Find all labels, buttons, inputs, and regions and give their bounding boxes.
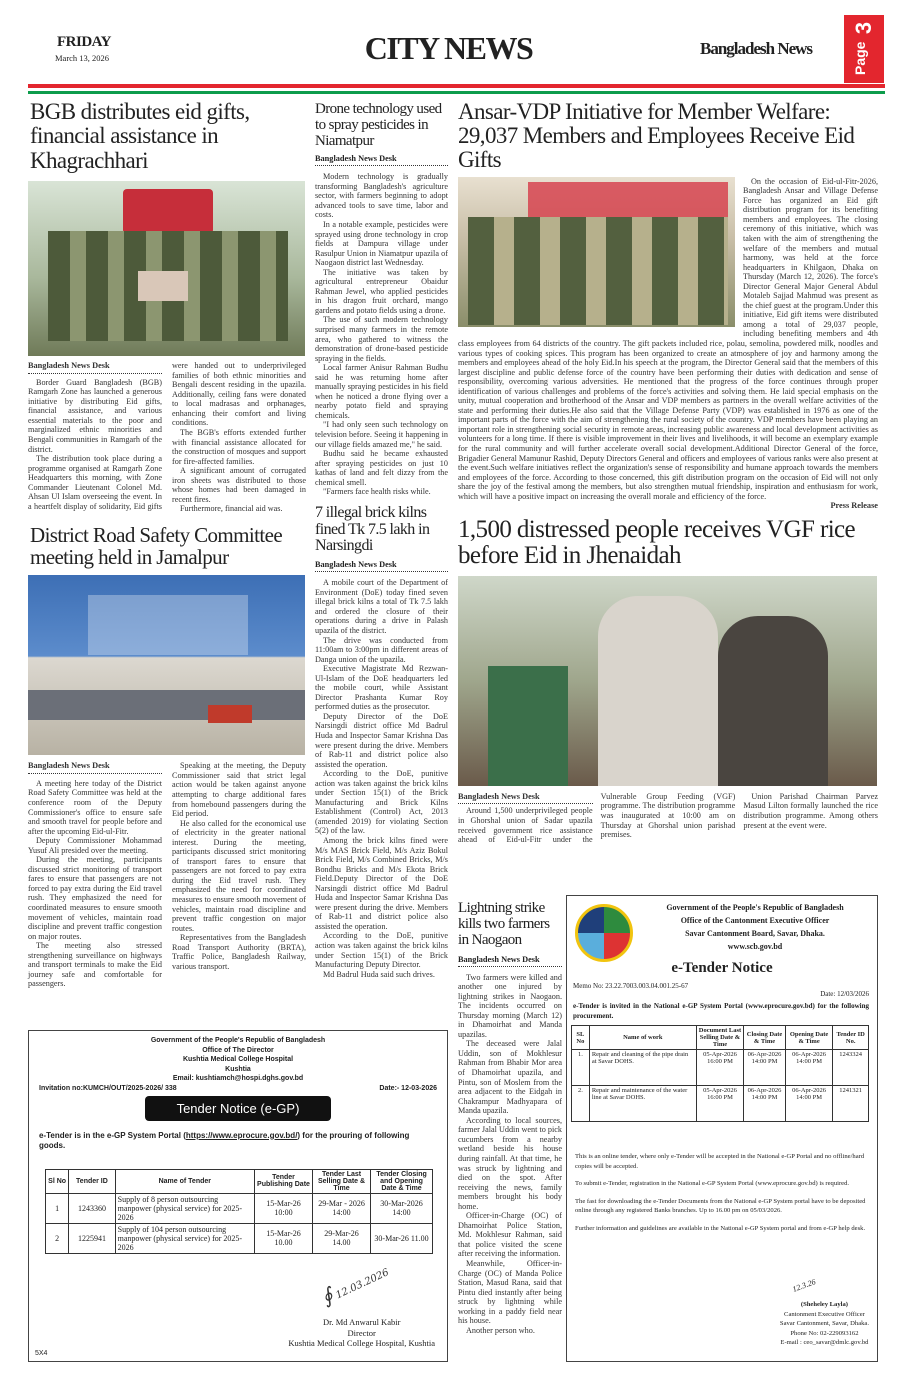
kushtia-signatory: Dr. Md Anwarul Kabir: [322, 1317, 401, 1327]
paragraph: Md Badrul Huda said such drives.: [323, 969, 435, 979]
brick-body: [315, 578, 448, 979]
paragraph: Two farmers were killed and another one injured by lightning strikes in Naogaon. The incidents occurred on Thursday morning (March 12) in Dhamoirhat and Manda upazilas.: [458, 972, 562, 1039]
table-row: [46, 1193, 433, 1223]
page-number: 3: [851, 21, 877, 35]
text-line: To submit e-Tender, registration in the National e-GP System Portal (www.eprocure.gov.bd) is required.: [575, 1180, 850, 1187]
road-headline: District Road Safety Committee meeting held in Jamalpur: [30, 522, 283, 570]
table-cell: 2: [46, 1223, 69, 1253]
paragraph: Executive Magistrate Md Rezwan-Ul-Islam of the DoE headquarters led the mobile court, while Assistant Director Prashanta Kumar Roy performed duties as the prosecutor.: [315, 664, 448, 712]
table-cell: 06-Apr-2026 14:00 PM: [785, 1050, 833, 1086]
kushtia-invitation-no: Invitation no:KUMCH/OUT/2025-2026/ 338: [39, 1084, 177, 1092]
table-cell: 1241321: [833, 1086, 869, 1122]
column-header: Opening Date & Time: [785, 1026, 833, 1050]
savar-designation: Cantonment Executive Officer: [784, 1310, 865, 1318]
road-byline: Bangladesh News Desk: [28, 761, 162, 774]
column-header: Name of Tender: [115, 1169, 254, 1193]
bgb-body: [28, 361, 306, 514]
paragraph: Representatives from the Bangladesh Road Transport Authority (BRTA), Traffic Police, Bangladesh Railway, various transport.: [172, 933, 306, 971]
paragraph: Deputy Director of the DoE Narsingdi district office Md Badrul Huda and Inspector Samar Krishna Das were present during the drive. Members of Rab-11 and district police also assisted the operation.: [315, 711, 448, 769]
page-badge: [844, 15, 884, 83]
text-line: Further information and guidelines are available in the National e-GP System portal and from e-GP help desk.: [575, 1224, 866, 1232]
text-line: Government of the People's Republic of Bangladesh: [150, 1037, 326, 1044]
text-line: www.scb.gov.bd: [727, 942, 783, 951]
ad-code: 5X4: [35, 1350, 48, 1357]
text-line: Office of the Cantonment Executive Officer: [680, 916, 830, 925]
lightning-body: [458, 973, 562, 1336]
paragraph: "I had only seen such technology on television before. Seeing it happening in our village fields amazed me," he said.: [315, 420, 448, 449]
paragraph: The BGB's efforts extended further with financial assistance allocated for the construction of mosques and support for fire-affected families.: [172, 427, 306, 466]
savar-signatory: (Sheheley Layla): [800, 1301, 848, 1308]
savar-date: Date: 12/03/2026: [820, 990, 869, 998]
bgb-photo: [28, 181, 305, 356]
paragraph: Around 1,500 underprivileged people in Ghorshal union of Sadar upazila received government rice assistance ahead of Eid-ul-Fitr under the Vulnerable Group Feeding (VGF) programme. The distribution programme was inaugurated at 10:00 am on Thursday at Ghorshal union parishad premises.: [458, 791, 736, 845]
paragraph: A significant amount of corrugated iron sheets was distributed to those whose homes had been damaged in recent fires.: [172, 466, 306, 504]
table-cell: 29-Mar - 2026 14:00: [313, 1193, 371, 1223]
vgf-headline: 1,500 distressed people receives VGF rice before Eid in Jhenaidah: [458, 515, 856, 570]
savar-office: Savar Cantonment, Savar, Dhaka.: [779, 1320, 869, 1327]
paragraph: Border Guard Bangladesh (BGB) Ramgarh Zone has launched a generous initiative by distributing Eid gifts, financial assistance, and various essential materials to the poor and marginalized ethnic minorities and Bengali communities in Ramgarh of the district.: [28, 377, 162, 454]
table-cell: 29-Mar-26 14.00: [313, 1223, 371, 1253]
lightning-headline: Lightning strike kills two farmers in Naogaon: [458, 900, 550, 949]
page-label: Page: [852, 41, 868, 75]
section-title: CITY NEWS: [364, 30, 533, 66]
paragraph: Another person who.: [466, 1325, 535, 1335]
text-line: Email: kushtiamch@hospi.dghs.gov.bd: [172, 1075, 304, 1082]
table-row: [572, 1086, 869, 1122]
bgb-headline: BGB distributes eid gifts, financial assistance in Khagrachhari: [30, 99, 250, 173]
paragraph: Among the brick kilns fined were M/s MAS Brick Field, M/s Aziz Bokul Brick Field, M/s Combined Bricks, M/s Bondhu Bricks and M/s Ekota Brick Field.Deputy Director of the DoE Narsingdi district office Md Badrul Huda and Inspector Samar Krishna Das were present during the drive. Members of Rab-11 and district police also assisted the operation.: [315, 836, 448, 931]
column-header: Sl No: [46, 1169, 69, 1193]
vgf-byline: Bangladesh News Desk: [458, 792, 593, 805]
kushtia-intro-end: ) for the prouring of following goods.: [39, 1130, 410, 1150]
newspaper-brand: Bangladesh News: [700, 39, 813, 58]
paragraph: The distribution took place during a programme organised at Ramgarh Zone Headquarters this morning, with Zone Commander Lieutenant Colonel Md. Ahsan Ul Islam overseeing the event. In a heartfelt display of solidarity, Eid gifts were handed out to underprivileged families of both ethnic minorities and Bengali descent residing in the upazila. Additionally, ceiling fans were donated to local madrasas and orphanages, enhancing their comfort and living conditions.: [28, 361, 306, 511]
text-line: Savar Cantonment Board, Savar, Dhaka.: [685, 929, 825, 938]
middle-column: [315, 102, 448, 979]
lightning-column: [458, 900, 562, 1335]
paragraph: Modern technology is gradually transforming Bangladesh's agriculture sector, with farmers beginning to adopt advanced tools to save time, labor and costs.: [315, 172, 448, 220]
column-header: Tender Closing and Opening Date & Time: [371, 1169, 433, 1193]
column-header: Tender ID: [69, 1169, 115, 1193]
savar-signature: 12.3.26: [791, 1277, 817, 1294]
paragraph: According to the DoE, punitive action was taken against the brick kilns under Section 15(1) of the Brick Manufacturing Deputy Director.: [315, 931, 448, 970]
brick-headline: 7 illegal brick kilns fined Tk 7.5 lakh in Narsingdi: [315, 503, 430, 555]
text-line: Office of The Director: [202, 1046, 274, 1054]
paragraph: Deputy Commissioner Mohammad Yusuf Ali presided over the meeting.: [28, 836, 162, 855]
paragraph: Budhu said he became exhausted after spraying pesticides on just 10 kathas of land and felt dizzy from the chemical smell.: [315, 449, 448, 487]
road-meeting-photo: [28, 575, 305, 755]
table-cell: Supply of 104 person outsourcing manpower (physical service) for 2025-2026: [115, 1223, 254, 1253]
savar-title: e-Tender Notice: [671, 960, 773, 976]
table-cell: 05-Apr-2026 16:00 PM: [696, 1050, 744, 1086]
right-column: [458, 100, 878, 845]
paragraph: The deceased were Jalal Uddin, son of Mokhlesur Rahman from Bhabir Mor area of Dhamoirhat upazila, and Pintu, son of Moslem from the area adjacent to the Eidgah in Chakrampur Madhyapara of Manda upazila.: [458, 1039, 562, 1116]
table-cell: 15-Mar-26 10.00: [254, 1223, 312, 1253]
kushtia-office: Kushtia Medical College Hospital, Kushtia: [288, 1338, 435, 1348]
column-header: Closing Date & Time: [744, 1026, 786, 1050]
savar-tender-table: [571, 1025, 869, 1122]
paragraph: In a notable example, pesticides were sprayed using drone technology in crop fields at Dampura village under Rasulpur Union in Niamatpur upazila of Naogaon district last Wednesday.: [315, 219, 448, 268]
table-cell: 1225941: [69, 1223, 115, 1253]
issue-day: FRIDAY: [57, 34, 111, 50]
paragraph: According to the DoE, punitive action was taken against the brick kilns under Section 15(1) of the Brick Manufacturing and Brick Kilns Establishment (Control) Act, 2013 (amended 2019) for violating Section 5(2) of the law.: [315, 769, 448, 836]
paragraph: Local farmer Anisur Rahman Budhu said he was returning home after manually spraying pesticides in his field when he noticed a drone flying over a nearby potato field and spraying chemicals.: [315, 363, 448, 420]
eprocure-link[interactable]: https://www.eprocure.gov.bd/: [185, 1130, 298, 1140]
column-header: Tender ID No.: [833, 1026, 869, 1050]
lightning-byline: Bangladesh News Desk: [458, 955, 562, 967]
table-cell: Repair and cleaning of the pipe drain at Savar DOHS.: [589, 1050, 696, 1086]
paragraph: Furthermore, financial aid was.: [180, 504, 283, 514]
text-line: This is an online tender, where only e-Tender will be accepted in the National e-GP Portal and no offline/hard copies will be accepted.: [575, 1153, 865, 1170]
table-cell: 15-Mar-26 10:00: [254, 1193, 312, 1223]
drone-body: [315, 172, 448, 497]
paragraph: According to local sources, farmer Jalal Uddin went to pick cucumbers from a nearby wetland beside his house during rainfall. At that time, he was struck by lightning and died on the spot. After receiving the news, family members brought his body home.: [458, 1115, 562, 1211]
table-cell: 30-Mar-2026 14:00: [371, 1193, 433, 1223]
column-header: SL No: [572, 1026, 590, 1050]
table-cell: 06-Apr-2026 14:00 PM: [785, 1086, 833, 1122]
ansar-headline: Ansar-VDP Initiative for Member Welfare: 29,037 Members and Employees Receive Eid Gifts: [458, 99, 855, 172]
ansar-photo: [458, 177, 735, 327]
paragraph: Speaking at the meeting, the Deputy Commissioner said that strict legal action would be taken against anyone attempting to charge additional fares from homebound passengers during the Eid period.: [172, 761, 306, 819]
table-row: [46, 1223, 433, 1253]
paragraph: Officer-in-Charge (OC) of Dhamoirhat Police Station, Md. Mokhlesur Rahman, said that police visited the scene after receiving the information.: [458, 1211, 562, 1259]
savar-intro: e-Tender is invited in the National e-GP System Portal (www.eprocure.gov.bd) for the following procurement.: [573, 1002, 869, 1020]
savar-phone: Phone No: 02-229093162: [790, 1329, 859, 1337]
text-line: Kushtia Medical College Hospital: [182, 1056, 294, 1063]
kushtia-header: [29, 1036, 447, 1084]
savar-tender-notice: [566, 895, 878, 1362]
paragraph: The meeting also stressed strengthening surveillance on highways and transport terminals to make the Eid journey safe and comfortable for passengers.: [28, 941, 162, 989]
table-cell: 06-Apr-2026 14:00 PM: [744, 1050, 786, 1086]
kushtia-tender-table: [45, 1169, 433, 1254]
kushtia-intro: e-Tender is in the e-GP System Portal (: [39, 1130, 186, 1140]
road-body: [28, 761, 306, 989]
table-cell: 1243360: [69, 1193, 115, 1223]
table-cell: 06-Apr-2026 14:00 PM: [744, 1086, 786, 1122]
table-cell: 2.: [572, 1086, 590, 1122]
column-header: Name of work: [589, 1026, 696, 1050]
drone-byline: Bangladesh News Desk: [315, 154, 448, 166]
savar-header: [637, 901, 873, 953]
paragraph: The use of such modern technology surprised many farmers in the remote area, who gathered to witness the demonstration of drone-based pesticide spraying in the fields.: [315, 315, 448, 363]
table-cell: Supply of 8 person outsourcing manpower (physical service) for 2025-2026: [115, 1193, 254, 1223]
drone-headline: Drone technology used to spray pesticides in Niamatpur: [315, 101, 442, 149]
paragraph: "Farmers face health risks while.: [323, 487, 431, 497]
paragraph: The initiative was taken by agricultural entrepreneur Obaidur Rahman Jewel, who applied pesticides in his dragon fruit orchard, mango gardens and potato fields using a drone.: [315, 267, 448, 315]
paragraph: A mobile court of the Department of Environment (DoE) today fined seven illegal brick kilns a total of Tk 7.5 lakh and ordered the closure of their operations during a drive in Palash upazila of the district.: [315, 578, 448, 635]
header-divider-red: [28, 84, 885, 88]
brick-byline: Bangladesh News Desk: [315, 560, 448, 572]
paragraph: Union Parishad Chairman Parvez Masud Lilton formally launched the rice distribution programme. Among others present at the event were.: [743, 791, 878, 830]
kushtia-date: Date:- 12-03-2026: [379, 1084, 437, 1092]
kushtia-signature: ∮ 12.03.2026: [317, 1267, 391, 1309]
paragraph: He also called for the economical use of electricity in the greater national interest. During the meeting, participants discussed strict monitoring of transport fares to ensure that passengers are not forced to pay extra during the Eid travel rush. They emphasized the need for coordinated measures to ensure smooth movement of vehicles, maintain road discipline and prevent traffic congestion on major routes.: [172, 818, 306, 933]
paragraph: Meanwhile, Officer-in-Charge (OC) of Manda Police Station, Masud Rana, said that Pintu died instantly after being struck by lightning while working in a paddy field near his house.: [458, 1258, 562, 1326]
table-row: [572, 1050, 869, 1086]
paragraph: During the meeting, participants discussed strict monitoring of transport fares to ensure that passengers are not forced to pay extra during the Eid travel rush. They emphasized the need for coordinated measures to ensure smooth movement of vehicles, maintain road discipline and prevent traffic congestion on major routes.: [28, 855, 162, 941]
table-cell: 1: [46, 1193, 69, 1223]
table-cell: 30-Mar-26 11.00: [371, 1223, 433, 1253]
table-cell: Repair and maintenance of the water line at Savar DOHS.: [589, 1086, 696, 1122]
kushtia-tender-notice: [28, 1030, 448, 1362]
column-header: Tender Publishing Date: [254, 1169, 312, 1193]
ansar-credit: Press Release: [830, 501, 878, 511]
kushtia-designation: Director: [347, 1327, 376, 1338]
cantonment-board-seal: [575, 904, 633, 962]
savar-email: E-mail : ceo_savar@dmlc.gov.bd: [780, 1339, 869, 1346]
savar-memo: Memo No: 23.22.7003.003.04.001.25-67: [573, 982, 689, 990]
vgf-photo: [458, 576, 877, 786]
paragraph: The drive was conducted from 11:00am to 3:00pm in different areas of Danga union of the upazila.: [315, 635, 448, 664]
table-cell: 05-Apr-2026 16:00 PM: [696, 1086, 744, 1122]
text-line: The fast for downloading the e-Tender Documents from the National e-GP System portal have to be deposited online through any registered Banks branches. Up to 16.00 pm on 05/03/2026.: [575, 1197, 866, 1214]
text-line: Government of the People's Republic of Bangladesh: [666, 903, 844, 912]
savar-notes: [575, 1152, 869, 1241]
left-column: [28, 100, 306, 989]
paragraph: A meeting here today of the District Road Safety Committee was held at the conference room of the Deputy Commissioner's office to ensure safe and smooth travel for people before and after the upcoming Eid-ul-Fitr.: [28, 778, 162, 836]
issue-date: March 13, 2026: [55, 53, 110, 63]
column-header: Tender Last Selling Date & Time: [313, 1169, 371, 1193]
column-header: Document Last Selling Date & Time: [696, 1026, 744, 1050]
table-cell: 1243324: [833, 1050, 869, 1086]
table-cell: 1.: [572, 1050, 590, 1086]
paragraph: On the occasion of Eid-ul-Fitr-2026, Bangladesh Ansar and Village Defense Force has organized an Eid gift distribution program for its benefiting members and employees. The closing ceremony of this initiative, which was taken with the aim of strengthening the welfare of the members and mutual harmony, was held at the force headquarters in Khilgaon, Dhaka on Thursday (March 12, 2026). The force's Director General Major General Abdul Motaleb Sajjad Mahmud was present as the chief guest at the program.Under this initiative, Eid gift items were distributed among a total of 29,037 people, including benefiting members and 4th class employees from 64 districts of the country. The gift packets included rice, polau, semolina, powdered milk, noodles and various types of cooking spices. This program has been organized to create an atmosphere of joy and harmony among the members and employees ahead of the holy Eid.In his speech at the program, the Director General said that the members of this largest discipline and public defense force of the country have been performing their duties with dedication and sense of responsibility, overcoming various adversities. He mentioned that the progress of the force continues through proper identification of various challenges and problems of the force's activities and solving them. He laid special emphasis on the unity, mutual cooperation and brotherhood of the Ansar and VDP members as partners in the overall welfare activities of the state and performing their duties.He also said that the Village Defense Party (VDP) was established in 1976 as one of the important parts of the force with the aim of strengthening the rural society of the country. VDP members have been playing an important role in strengthening social security in remote areas, increasing public awareness and local development activities as volunteers for a long time. If there is visible improvement in their lives and livelihoods, it will become an exemplary example for the rural community and will further accelerate overall social development.Additional Director General of the force, Brigadier General Mamunur Rashid, Deputy Directors General and officers and employees of various ranks were also present at the event.Such welfare initiatives reflect the organization's sense of responsibility and humane approach towards the members and employees of the force. According to those concerned, this gift distribution program on the occasion of Eid will not only share the joy of the festival among the members, but also strengthen mutual friendship, inspiration and enthusiasm for work, which will have a positive impact on increasing the overall morale and efficiency of the force.: [458, 176, 878, 501]
bgb-byline: Bangladesh News Desk: [28, 361, 162, 374]
kushtia-title: Tender Notice (e-GP): [145, 1096, 331, 1121]
text-line: Kushtia: [225, 1065, 251, 1073]
header-divider-green: [28, 91, 885, 94]
